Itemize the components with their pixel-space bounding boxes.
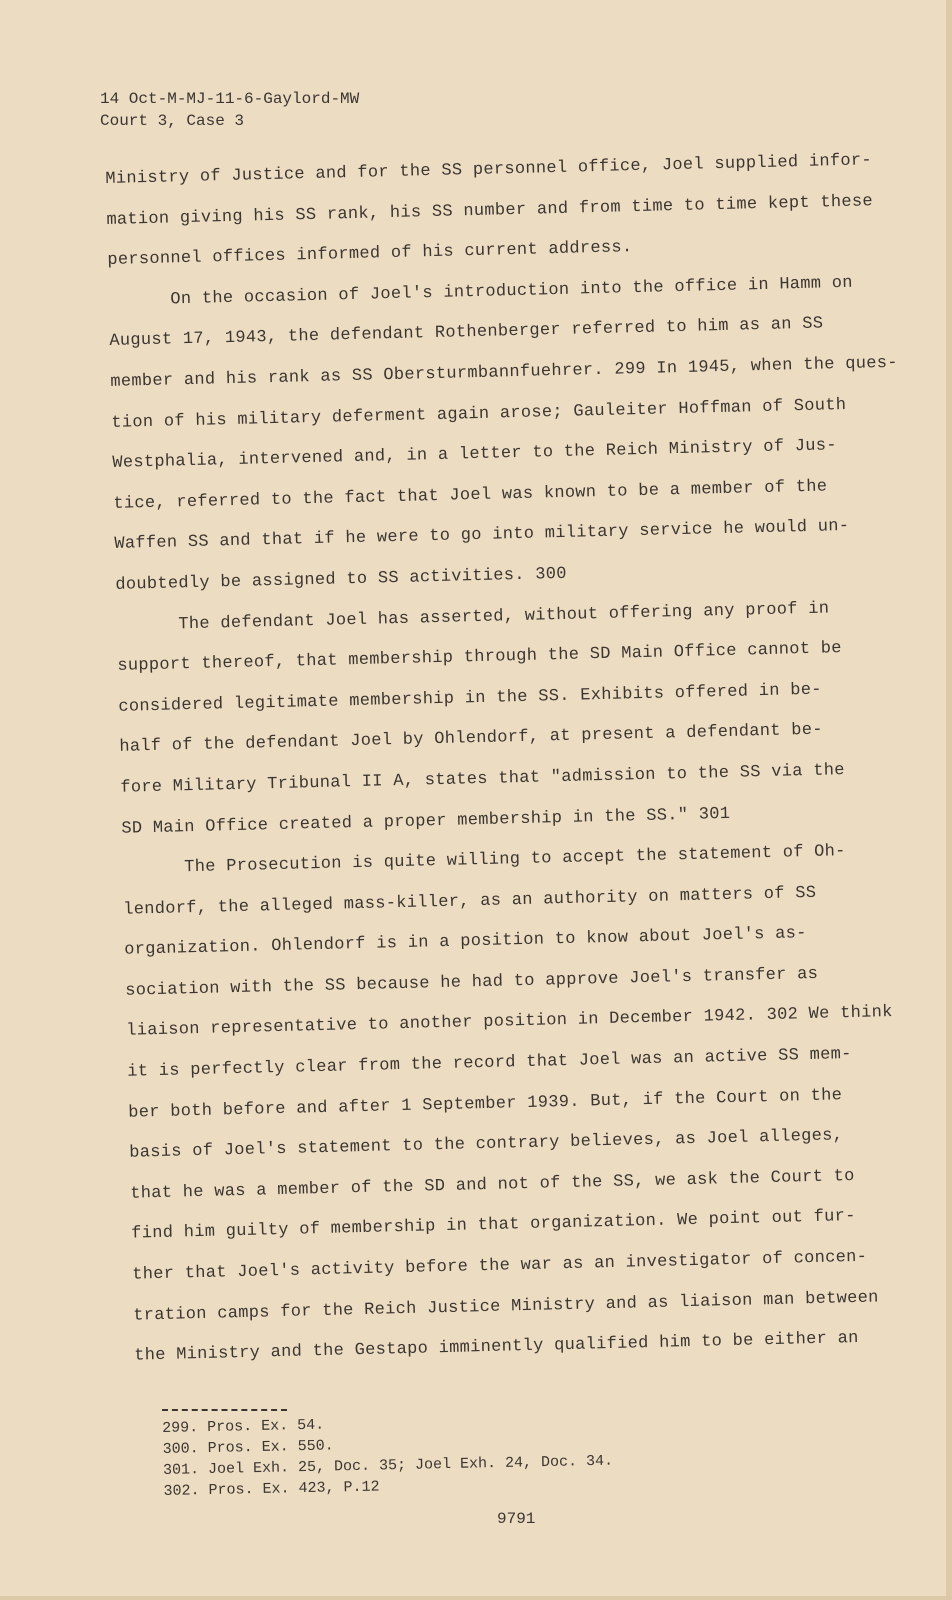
body-line: The Prosecution is quite willing to accept the statement of Oh-	[184, 842, 846, 878]
body-line: August 17, 1943, the defendant Rothenberger referred to him as an SS	[109, 314, 824, 352]
footnote: 300. Pros. Ex. 550.	[162, 1437, 334, 1458]
body-line: personnel offices informed of his current address.	[107, 238, 633, 271]
body-line: member and his rank as SS Obersturmbannfuehrer. 299 In 1945, when the ques-	[110, 353, 899, 392]
footnote-divider	[162, 1409, 287, 1411]
header-reference: 14 Oct-M-MJ-11-6-Gaylord-MW	[100, 90, 360, 108]
body-line: that he was a member of the SD and not of the SS, we ask the Court to	[130, 1166, 855, 1204]
body-line: half of the defendant Joel by Ohlendorf, at present a defendant be-	[119, 720, 824, 758]
body-line: the Ministry and the Gestapo imminently qualified him to be either an	[134, 1329, 859, 1366]
body-line: support thereof, that membership through the SD Main Office cannot be	[117, 639, 843, 676]
body-line: The defendant Joel has asserted, without offering any proof in	[178, 598, 830, 634]
body-line: tice, referred to the fact that Joel was known to be a member of the	[113, 477, 828, 514]
footnote: 302. Pros. Ex. 423, P.12	[163, 1478, 380, 1500]
body-line: On the occasion of Joel's introduction into the office in Hamm on	[170, 273, 854, 310]
body-line: SD Main Office created a proper membership in the SS." 301	[121, 804, 731, 839]
body-line: ther that Joel's activity before the war as an investigator of concen-	[132, 1247, 868, 1285]
body-text	[105, 141, 899, 1377]
body-line: Ministry of Justice and for the SS personnel office, Joel supplied infor-	[105, 151, 873, 189]
body-line: doubtedly be assigned to SS activities. 300	[115, 564, 568, 595]
body-line: liaison representative to another position in December 1942. 302 We think	[126, 1003, 893, 1042]
body-line: considered legitimate membership in the SS. Exhibits offered in be-	[118, 680, 823, 717]
body-line: tration camps for the Reich Justice Ministry and as liaison man between	[133, 1288, 879, 1326]
body-line: tion of his military deferment again arose; Gauleiter Hoffman of South	[111, 395, 847, 433]
body-line: lendorf, the alleged mass-killer, as an authority on matters of SS	[123, 883, 817, 920]
document-header	[100, 88, 359, 132]
body-line: it is perfectly clear from the record that Joel was an active SS mem-	[127, 1045, 852, 1082]
body-line: basis of Joel's statement to the contrary believes, as Joel alleges,	[129, 1126, 844, 1163]
body-line: fore Military Tribunal II A, states that "admission to the SS via the	[120, 761, 845, 798]
body-line: organization. Ohlendorf is in a position to know about Joel's as-	[124, 924, 807, 961]
body-line: find him guilty of membership in that organization. We point out fur-	[131, 1207, 856, 1245]
body-line: Waffen SS and that if he were to go into military service he would un-	[114, 517, 850, 555]
page-number: 9791	[497, 1510, 536, 1528]
footnote: 301. Joel Exh. 25, Doc. 35; Joel Exh. 24, Doc. 34.	[162, 1452, 614, 1479]
footnotes	[162, 1409, 614, 1502]
body-line: Westphalia, intervened and, in a letter to the Reich Ministry of Jus-	[112, 436, 838, 474]
footnote: 299. Pros. Ex. 54.	[162, 1416, 325, 1437]
body-line: sociation with the SS because he had to approve Joel's transfer as	[125, 964, 819, 1001]
body-line: ber both before and after 1 September 1939. But, if the Court on the	[128, 1085, 843, 1123]
header-court-case: Court 3, Case 3	[100, 112, 245, 130]
body-line: mation giving his SS rank, his SS number and from time to time kept these	[106, 191, 874, 230]
